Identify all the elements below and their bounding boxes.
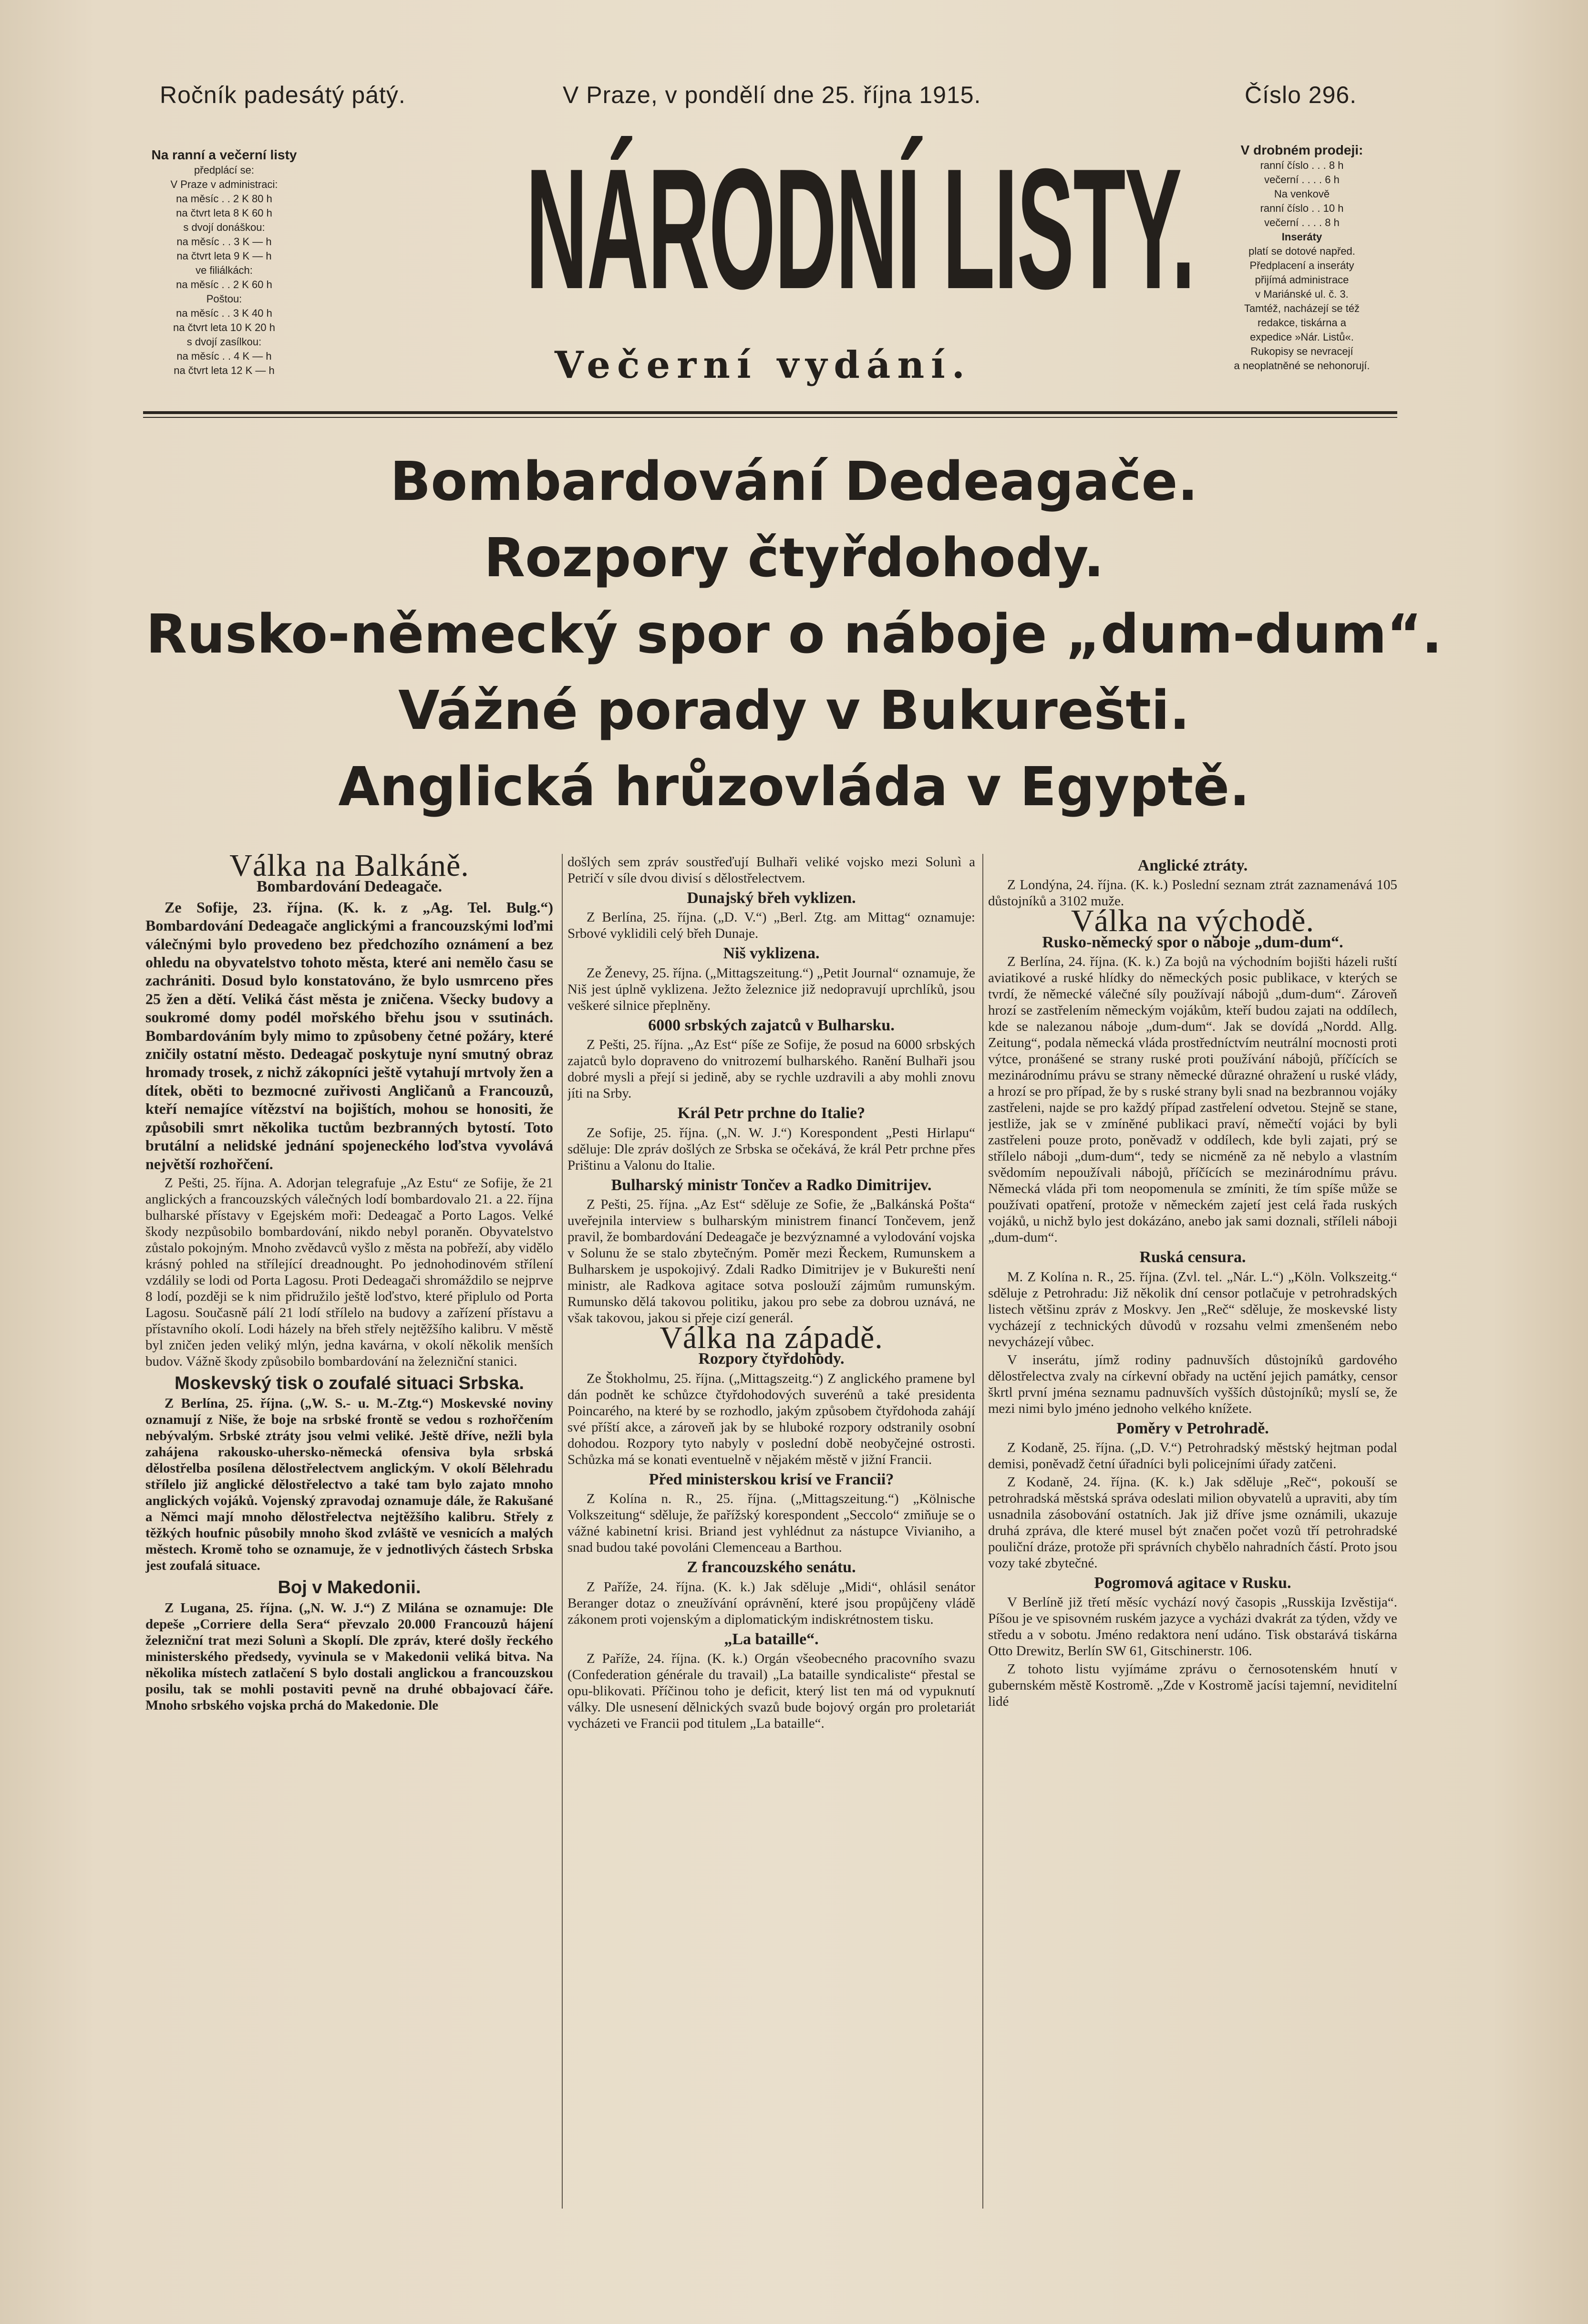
article-text: Z Lugana, 25. října. („N. W. J.“) Z Milána se oznamuje: Dle depeše „Corriere della Sera“ převzalo 20.000 Francouzů hájení železniční trat mezi Solunì a Skoplí. Dle zpráv, které došly řeckého ministerského předsedy, vyvinula se v Makedonii veliká bitva. Na několika místech zatlačení S bylo dostali anglickou a francouzskou posilu, tak se mohli postaviti pevně na druhé obbajovací čáře. Mnoho srbského vojska prchá do Makedonie. Dle [145,1600,553,1713]
article-heading: Z francouzského senátu. [687,1558,856,1577]
article-heading: Poměry v Petrohradě. [1116,1419,1269,1437]
article-text: Ze Sofije, 23. října. (K. k. z „Ag. Tel. Bulg.“) Bombardování Dedeagače anglickými a francouzskými loďmi válečnými bylo provedeno bez předchozího oznámení a bez ohledu na obyvatelstvo tohoto města, které ani nemělo času se zachrániti. Dosud bylo konstatováno, že bylo usmrceno přes 25 žen a dětí. Veliká část města je zničena. Všecky budovy a soukromé domy podél mořského břehu jsou v ssutinách. Bombardováním byly mimo to způsobeny četné požáry, které zničily ostatní město. Dedeagač poskytuje nyní smutný obraz hromady trosek, z nichž zákopníci ještě vytahují mrtvoly žen a dítek, oběti to bezmocné zuřivosti Angličanů a Francouzů, kteří nemajíce vítězství na bojištích, mohou se honositi, že způsobili smrt několika tuctům bezbranných bytostí. Toto brutální a nelidské jednání spojeneckého loďstva vyvolává největší rozhořčení. [145,898,553,1172]
article-text: Z Kolína n. R., 25. října. („Mittagszeitung.“) „Kölnische Volkszeitung“ sděluje, že pařížský korespondent „Seccolo“ zmiňuje se o vážné kabinetní krisi. Briand jest vyhlédnut za nástupce Vivianiho, a snad budou také povoláni Clemenceau a Barthou. [567,1491,975,1556]
article-text: Z Londýna, 24. října. (K. k.) Poslední seznam ztrát zaznamenává 105 důstojníků a 3102 muže. [988,877,1397,909]
article-text: Z Pešti, 25. října. „Az Est“ píše ze Sofije, že posud na 6000 srbských zajatců bylo dopraveno do vnitrozemí bulharského. Ranění Bulhaři jsou dobré mysli a přejí si jedině, aby se rychle uzdravili a aby mohli znovu jíti na Srby. [567,1037,975,1101]
masthead-rule [143,411,1397,414]
article-text: M. Z Kolína n. R., 25. října. (Zvl. tel. „Nár. L.“) „Köln. Volkszeitg.“ sděluje z Petrohradu: Již několik dní censor potlačuje v petrohradských listech většinu zpráv z Moskvy. Jen „Reč“ sděluje, že moskevské listy vycházejí z technických důvodů v rozsahu velmi zmenšeném nebo nevycházejí vůbec. [988,1269,1397,1349]
article-text: Z Paříže, 24. října. (K. k.) Orgán všeobecného pracovního svazu (Confederation générale du travail) „La bataille syndicaliste“ přestal se opu-blikovati. Příčinou toho je deficit, který list ten má od vypuknutí války. Dle usnesení dělnických svazů bude bojový orgán pro proletariát vycházeti ve Francii pod titulem „La bataille“. [567,1651,975,1732]
volume-info: Ročník padesátý pátý. [160,82,406,108]
article-text: Z Kodaně, 24. října. (K. k.) Jak sděluje „Reč“, pokouší se petrohradská městská správa odeslati milion obyvatelů a upraviti, aby tím usnadnila zásobování ostatních. Jak již dříve jsme oznámili, ukazuje druhá zpráva, dle které musel být značen počet vozů tří petrohradské pouliční dráze, protože při správních chybělo nahradních částí. Proto jsou vozy také zbytečné. [988,1474,1397,1571]
price-heading: V drobném prodeji: [1240,143,1363,157]
price-box-right: V drobném prodeji: ranní číslo . . . 8 h večerní . . . . 6 h Na venkově ranní číslo . . 10 h večerní . . . . 8 h Inseráty platí se dotové napřed. Předplacení a inseráty přijímá administrace v Mariánské ul. č. 3. Tamtéž, nacházejí se též redakce, tiskárna a expedice »Nár. Listů«. Rukopisy se nevracejí a neoplatněné se nehonorují. [1234,143,1370,372]
article-text: Ze Sofije, 25. října. („N. W. J.“) Korespondent „Pesti Hirlapu“ sděluje: Dle zpráv došlých ze Srbska se očekává, že král Petr prchne přes Prištinu a Valonu do Italie. [567,1125,975,1173]
article-text: Z tohoto listu vyjímáme zprávu o černosotenském hnutí v gubernském městě Kostromě. „Zde v Kostromě jacísi tajemní, neviditelní lidé [988,1661,1397,1710]
date-line: V Praze, v pondělí dne 25. října 1915. [563,82,981,108]
article-heading: „La bataille“. [724,1630,819,1648]
subscription-heading: Na ranní a večerní listy [151,147,297,162]
article-text: V Berlíně již třetí měsíc vychází nový časopis „Russkija Izvěstija“. Píšou je ve spisovném ruském jazyce a vycházi dvakrát za týden, vždy ve středu a v sobotu. Jméno redaktora není udáno. Tisk obstarává tiskárna Otto Drewitz, Berlín SW 61, Gitschinerstr. 106. [988,1595,1397,1659]
section-heading: Válka na Balkáně. [229,854,469,883]
column-2 [567,854,975,2209]
article-text: Z Berlína, 25. října. („D. V.“) „Berl. Ztg. am Mittag“ oznamuje: Srbové vyklidili celý břeh Dunaje. [567,910,975,942]
article-heading: Rozpory čtyřdohody. [698,1350,845,1368]
edition-subtitle: Večerní vydání. [555,343,971,387]
headline-5: Anglická hrůzovláda v Egyptě. [338,756,1250,818]
article-text: Z Pešti, 25. října. „Az Est“ sděluje ze Sofie, že „Balkánská Pošta“ uveřejnila interview s bulharským ministrem financí Tončevem, jenž pravil, že bombardování Dedeagače je bezvýznamné a vylodování vojska v Solunu že se stalo zbytečným. Poměr mezi Řeckem, Rumunskem a Bulharskem je uspokojivý. Zdali Radko Dimitrijev je v Bukurešti není ministr, ale Radkova agitace sotva poslouží zájmům rumunským. Rumunsko dělá takovou politiku, jakou pro sebe za dobrou uznává, ne však takovou, jakou si přeje cizí generál. [567,1197,975,1326]
article-heading: Anglické ztráty. [1137,857,1248,874]
article-text: V inserátu, jímž rodiny padnuvších důstojníků gardového dělostřelectva zvaly na církevní obřady na uctění jejich památky, censor škrtl první jména seznamu padnuvších vyšších důstojníků; myslí se, že mezi nimi bylo jméno jednoho velkého knížete. [988,1352,1397,1416]
article-heading: Bulharský ministr Tončev a Radko Dimitrijev. [611,1176,932,1194]
article-heading: Pogromová agitace v Rusku. [1094,1574,1291,1592]
headline-2: Rozpory čtyřdohody. [484,527,1104,589]
headline-3: Rusko-německý spor o náboje „dum-dum“. [146,603,1442,665]
article-heading: Král Petr prchne do Italie? [677,1104,866,1122]
article-heading: Ruská censura. [1139,1248,1246,1266]
article-heading: Moskevský tisk o zoufalé situaci Srbska. [175,1373,524,1393]
article-text: Ze Ženevy, 25. října. („Mittagszeitung.“) „Petit Journal“ oznamuje, že Niš jest úplně vyklizena. Ježto železnice již nedopravují uprchlíků, jsou veškeré silnice přeplněny. [567,965,975,1013]
section-heading: Válka na západě. [660,1320,883,1356]
article-heading: Rusko-německý spor o náboje „dum-dum“. [1042,933,1343,951]
article-heading: Boj v Makedonii. [278,1577,421,1598]
article-heading: Niš vyklizena. [723,944,820,963]
masthead-rule-thin [143,417,1397,418]
column-1 [145,854,553,2209]
article-heading: Bombardování Dedeagače. [256,878,443,896]
headline-4: Vážné porady v Bukurešti. [398,680,1190,742]
article-heading: Dunajský břeh vyklizen. [687,889,856,907]
column-3 [988,854,1397,2209]
article-text: Z Berlína, 24. října. (K. k.) Za bojů na východním bojišti házeli ruští aviatikové a ruské hlídky do německých posic publikace, v kterých se tvrdí, že německé válečné síly používají nábojů „dum-dum“. Zároveň hrozí se zastřelením německým vojákům, kteří budou zajati na oddílech, kde se nalezanou náboje „dum-dum“. Jak se dovídá „Nordd. Allg. Zeitung“, podala německá vláda prostředníctvím neutrální mocnosti proti výtce, pronášené se strany ruské proti používání nábojů, příčících se mezinárodnímu právu se strany německé důrazné ohražení u ruské vlády, a hrozí se pro případ, že by s ruské strany byli snad na bezbrannou vojáky zastřeleni, najde se pro každý případ zastřelení odvetou. Stejně se stane, jestliže, jak se v zmíněné publikaci praví, němečtí vojáci by byli zastřeleni pouze proto, poněvadž v oddílech, kde byli zajati, prý se střílelo náboji „dum-dum“, tedy se nicméně za ně nebylo a vlastním svědomím nepoužívali nábojů, příčících se mezinárodnímu právu. Německá vláda při tom neopomenula se zmíniti, že tím spíše může se používati opatření, protože v německém zajetí jest celá řada ruských vojáků, u nichž bylo jest dokázáno, anebo jak sami doznali, stříleli náboji „dum-dum“. [988,954,1397,1245]
newspaper-title: NÁRODNÍ LISTY. [526,133,1195,325]
article-text: Z Kodaně, 25. října. („D. V.“) Petrohradský městský hejtman podal demisi, poněvadž četní úřadníci byli policejními úřady zatčeni. [988,1440,1397,1472]
column-divider [982,854,983,2209]
article-text: Ze Štokholmu, 25. října. („Mittagszeitg.“) Z anglického pramene byl dán podnět ke schůzce čtyřdohodových suverénů a také presidenta Poincarého, na které by se rozhodlo, jakým způsobem čtyřdohoda zahájí své příští akce, a zároveň jak by se hluboké rozpory odstranily osobní dohodou. Rozpory tyto nabyly v poslední době neobyčejné ostrosti. Schůzka má se konati eventuelně v nějakém městě v jižní Francii. [567,1370,975,1467]
issue-number: Číslo 296. [1245,82,1357,108]
article-text: Z Pešti, 25. října. A. Adorjan telegrafuje „Az Estu“ ze Sofije, že 21 anglických a francouzských válečných lodí bombardovalo 21. a 22. října bulharské přístavy v Egejském moři: Dedeagač a Porto Lagos. Velké škody nezpůsobilo bombardování, nikdo nebyl poraněn. Obyvatelstvo zůstalo pokojným. Mnoho zvědavců vyšlo z města na pobřeží, aby vidělo krásný pohled na střílející dreadnought. Po jednohodinovém střílení vzdálily se lodi od Porta Lagosu. Proti Dedeagači shromáždilo se nejprve 8 lodí, později se k nim přidružilo ještě loďstvo, které připlulo od Porta Lagosu. Současně pálí 21 lodí střílelo na budovy a zařízení přístavu a přístavního okolí. Lodi házely na břeh střely nejtěžšího kalibru. V městě byl zničen jeden veliký mlýn, jedna kavárna, v okolí několik menších budov. Vážně škody způsobilo bombardování na železniční stanici. [145,1175,553,1369]
article-heading: 6000 srbských zajatců v Bulharsku. [648,1016,895,1034]
column-divider [562,854,563,2209]
headline-1: Bombardování Dedeagače. [390,451,1198,513]
article-text: došlých sem zpráv soustřeďují Bulhaři veliké vojsko mezi Solunì a Petričí v síle dvou divisí s dělostřelectvem. [567,854,975,886]
article-heading: Před ministerskou krisí ve Francii? [649,1470,894,1488]
subscription-box-left: Na ranní a večerní listy předplácí se: V Praze v administraci: na měsíc . . 2 K 80 h na čtvrt leta 8 K 60 h s dvojí donáškou: na měsíc . . 3 K — h na čtvrt leta 9 K — h ve filiálkách: na měsíc . . 2 K 60 h Poštou: na měsíc . . 3 K 40 h na čtvrt leta 10 K 20 h s dvojí zasílkou: na měsíc . . 4 K — h na čtvrt leta 12 K — h [151,147,297,376]
article-text: Z Berlína, 25. října. („W. S.- u. M.-Ztg.“) Moskevské noviny oznamují z Niše, že boje na srbské frontě se vedou s rozhořčením nebývalým. Srbské ztráty jsou velmi veliké. Ještě dříve, nežli byla zahájena rakousko-uhersko-německá ofensiva byla srbská dělostřelba posílena dělostřelectvem anglickým. V okolí Bělehradu střílelo již anglické dělostřelectvo a také tam bylo zajato mnoho anglických vojáků. Vojenský zpravodaj oznamuje dále, že Rakušané a Němci mají mnoho dělostřelectva nejtěžšího kalibru. Střely z těžkých houfnic působily mnoho škod zvláště ve vesnicích a malých městech. Kromě toho se oznamuje, že v jednotlivých částech Srbska jest zoufalá situace. [145,1396,553,1574]
section-heading: Válka na východě. [1071,903,1314,939]
article-text: Z Paříže, 24. října. (K. k.) Jak sděluje „Midi“, ohlásil senátor Beranger dotaz o zneužívání oprávnění, které jsou propůjčeny vládě zákonem proti vojenským a diplomatickým indiskrétnostem tisku. [567,1579,975,1627]
